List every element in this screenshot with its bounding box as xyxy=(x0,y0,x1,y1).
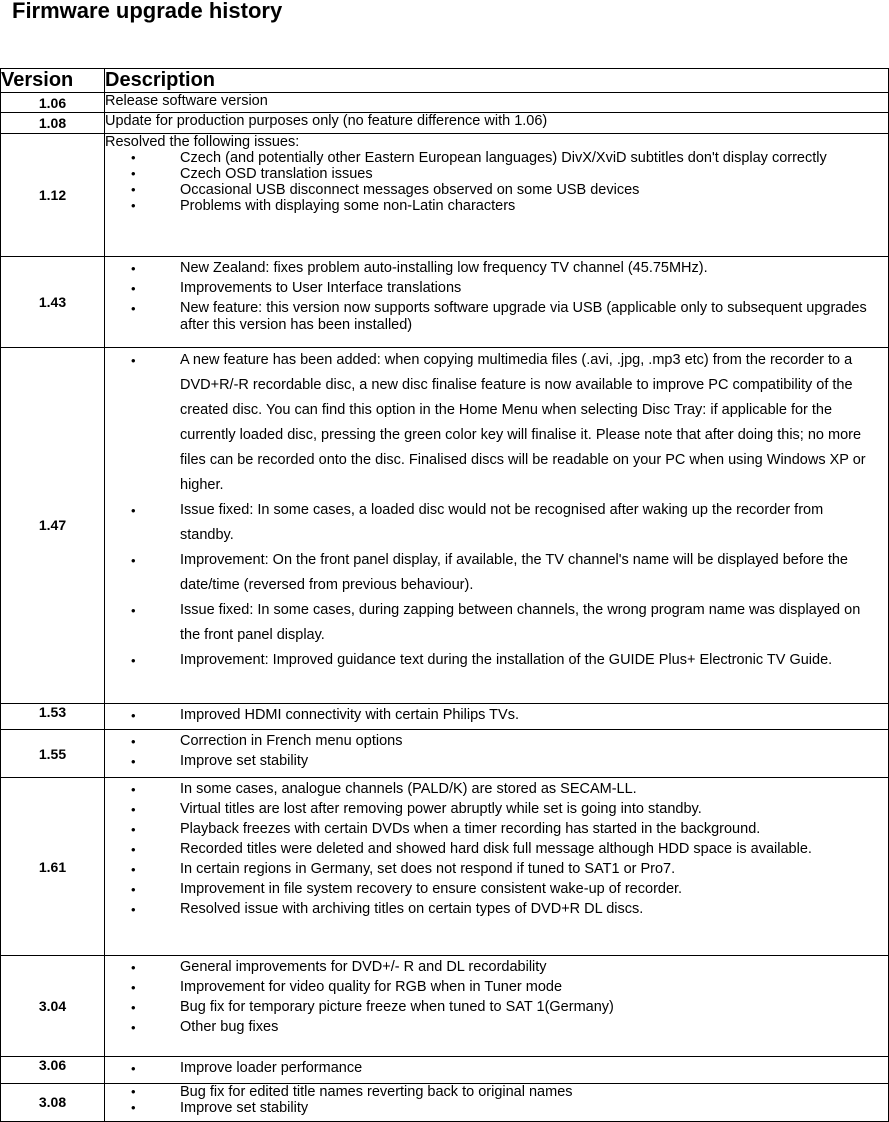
change-list xyxy=(105,733,888,770)
list-item: • New Zealand: fixes problem auto-installing low frequency TV channel (45.75MHz). xyxy=(105,260,888,277)
list-item: • Improve set stability xyxy=(105,753,888,770)
change-list xyxy=(105,959,888,1036)
list-item: • New feature: this version now supports software upgrade via USB (applicable only to subsequent upgrades after this version has been installed) xyxy=(105,300,888,334)
version-cell: 1.08 xyxy=(1,113,105,133)
table-row xyxy=(1,93,889,113)
table-row xyxy=(1,347,889,703)
version-cell: 3.04 xyxy=(1,956,105,1057)
description-cell xyxy=(105,256,889,347)
version-cell: 3.06 xyxy=(1,1057,105,1083)
list-item: • A new feature has been added: when copying multimedia files (.avi, .jpg, .mp3 etc) from the recorder to a DVD+R/-R recordable disc, a new disc finalise feature is now available to improve PC compatibility of the created disc. You can find this option in the Home Menu when selecting Disc Tray: if applicable for the currently loaded disc, pressing the green color key will finalise it. Please note that after doing this; no more files can be recorded onto the disc. Finalised discs will be readable on your PC when using Windows XP or higher. xyxy=(105,348,888,498)
description-cell xyxy=(105,113,889,133)
version-cell: 1.12 xyxy=(1,133,105,256)
description-intro: Resolved the following issues: xyxy=(105,133,300,150)
version-cell: 1.53 xyxy=(1,703,105,729)
table-row xyxy=(1,778,889,956)
version-cell: 1.55 xyxy=(1,729,105,778)
list-item: • Improvement: Improved guidance text during the installation of the GUIDE Plus+ Electronic TV Guide. xyxy=(105,648,888,673)
list-item: • Improvement for video quality for RGB when in Tuner mode xyxy=(105,979,888,996)
page-title: Firmware upgrade history xyxy=(12,0,283,23)
table-header-row xyxy=(1,69,889,93)
list-item: • Improve loader performance xyxy=(105,1060,888,1077)
table-row xyxy=(1,256,889,347)
table-row xyxy=(1,113,889,133)
list-item: • Playback freezes with certain DVDs when a timer recording has started in the background. xyxy=(105,821,888,838)
version-cell: 1.06 xyxy=(1,93,105,113)
list-item: • Improve set stability xyxy=(105,1100,888,1116)
list-item: • Czech (and potentially other Eastern European languages) DivX/XviD subtitles don't display correctly xyxy=(105,150,888,166)
table-row xyxy=(1,1083,889,1122)
list-item: • Issue fixed: In some cases, during zapping between channels, the wrong program name was displayed on the front panel display. xyxy=(105,598,888,648)
list-item: • Problems with displaying some non-Latin characters xyxy=(105,198,888,214)
description-cell xyxy=(105,729,889,778)
list-item: • Recorded titles were deleted and showed hard disk full message although HDD space is available. xyxy=(105,841,888,858)
change-list xyxy=(105,781,888,918)
list-item: • Improved HDMI connectivity with certain Philips TVs. xyxy=(105,707,888,724)
change-list xyxy=(105,348,888,673)
version-cell: 3.08 xyxy=(1,1083,105,1122)
list-item: • Improvement in file system recovery to ensure consistent wake-up of recorder. xyxy=(105,881,888,898)
list-item: • Czech OSD translation issues xyxy=(105,166,888,182)
list-item: • Correction in French menu options xyxy=(105,733,888,750)
change-list xyxy=(105,707,888,724)
list-item: • Bug fix for temporary picture freeze when tuned to SAT 1(Germany) xyxy=(105,999,888,1016)
version-column-header: Version xyxy=(1,69,105,93)
table-row xyxy=(1,133,889,256)
change-list xyxy=(105,1084,888,1116)
description-cell xyxy=(105,1057,889,1083)
list-item: • Virtual titles are lost after removing power abruptly while set is going into standby. xyxy=(105,801,888,818)
description-text: Update for production purposes only (no feature difference with 1.06) xyxy=(105,113,548,130)
table-row xyxy=(1,956,889,1057)
table-row xyxy=(1,703,889,729)
version-cell: 1.61 xyxy=(1,778,105,956)
list-item: • Improvement: On the front panel display, if available, the TV channel's name will be displayed before the date/time (reversed from previous behaviour). xyxy=(105,548,888,598)
list-item: • Issue fixed: In some cases, a loaded disc would not be recognised after waking up the recorder from standby. xyxy=(105,498,888,548)
description-text: Release software version xyxy=(105,93,268,110)
change-list xyxy=(105,260,888,334)
list-item: • General improvements for DVD+/- R and DL recordability xyxy=(105,959,888,976)
description-cell xyxy=(105,778,889,956)
firmware-history-table xyxy=(0,68,889,1122)
table-row xyxy=(1,1057,889,1083)
list-item: • In some cases, analogue channels (PALD/K) are stored as SECAM-LL. xyxy=(105,781,888,798)
list-item: • Resolved issue with archiving titles on certain types of DVD+R DL discs. xyxy=(105,901,888,918)
change-list xyxy=(105,150,888,214)
change-list xyxy=(105,1060,888,1077)
description-cell xyxy=(105,703,889,729)
description-column-header: Description xyxy=(105,69,889,93)
description-cell xyxy=(105,956,889,1057)
list-item: • Occasional USB disconnect messages observed on some USB devices xyxy=(105,182,888,198)
description-cell xyxy=(105,1083,889,1122)
description-cell xyxy=(105,347,889,703)
list-item: • In certain regions in Germany, set does not respond if tuned to SAT1 or Pro7. xyxy=(105,861,888,878)
version-cell: 1.47 xyxy=(1,347,105,703)
list-item: • Other bug fixes xyxy=(105,1019,888,1036)
table-row xyxy=(1,729,889,778)
list-item: • Improvements to User Interface translations xyxy=(105,280,888,297)
description-cell xyxy=(105,93,889,113)
version-cell: 1.43 xyxy=(1,256,105,347)
list-item: • Bug fix for edited title names reverting back to original names xyxy=(105,1084,888,1100)
description-cell xyxy=(105,133,889,256)
